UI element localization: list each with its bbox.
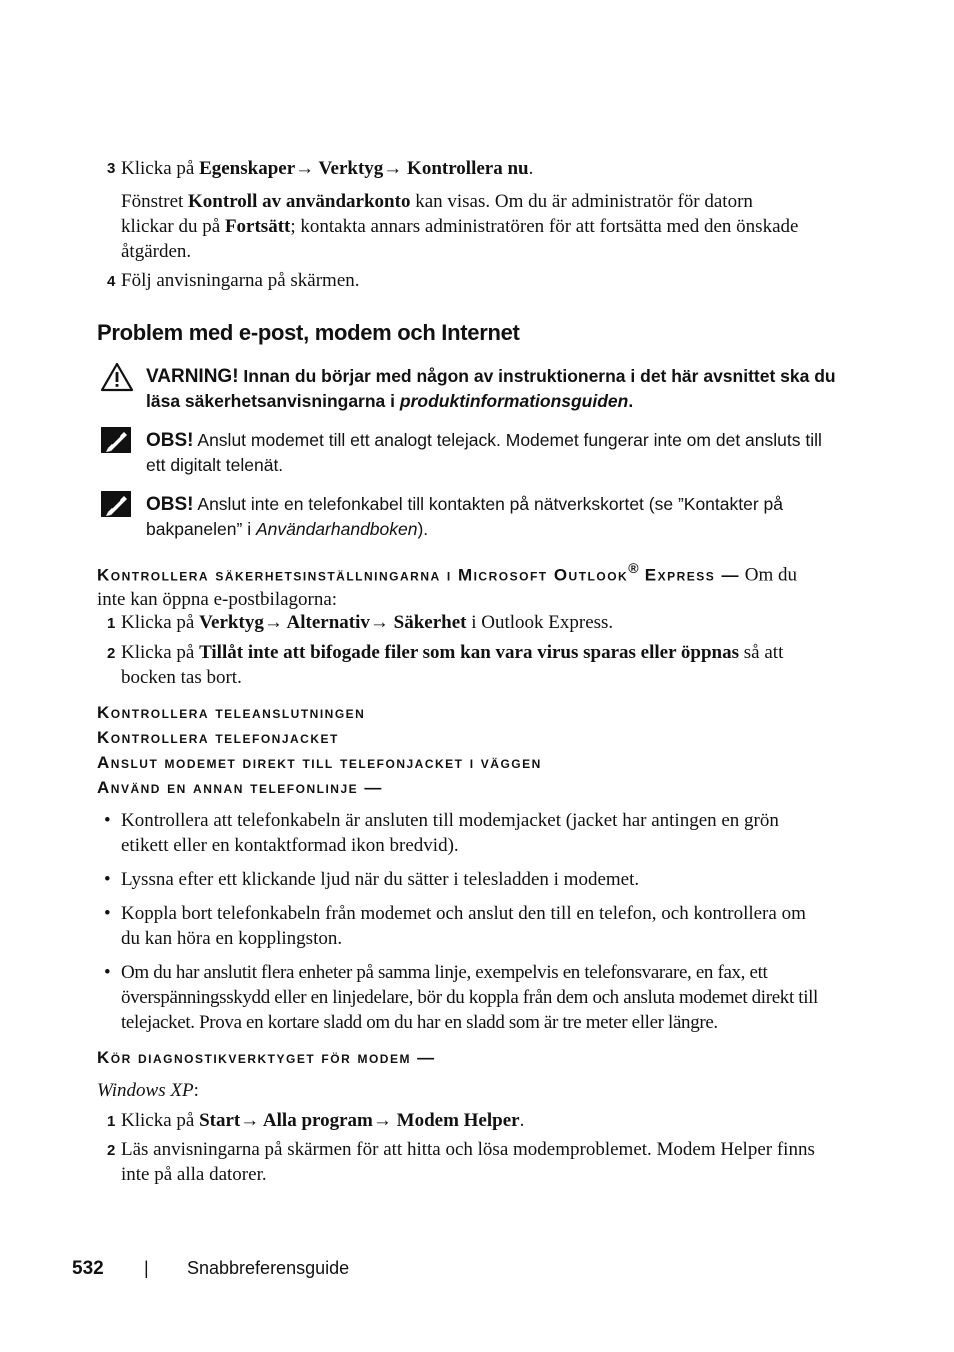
step-number: 1 <box>107 615 116 632</box>
menu-path: Verktyg→ Alternativ→ Säkerhet <box>199 612 467 633</box>
diag-heading: Kör diagnostikverktyget för modem — <box>97 1048 436 1067</box>
warning-label: VARNING! <box>146 366 239 387</box>
bullet-marker: • <box>104 903 111 924</box>
note-label: OBS! <box>146 430 194 451</box>
step-text: så att bocken tas bort. <box>121 642 784 688</box>
note-1 <box>146 428 836 478</box>
para-text: ; kontakta annars administratören för att fortsätta med den önskade åtgärden. <box>121 216 799 262</box>
paragraph-uac <box>121 189 801 264</box>
check-heading: Använd en annan telefonlinje — <box>97 778 383 797</box>
warning-text <box>146 364 836 414</box>
warning-body: Innan du börjar med någon av instruktionerna i det här avsnittet ska du läsa säkerhetsanvisningarna i <box>146 366 836 411</box>
diag-step-1 <box>121 1108 826 1133</box>
note-2 <box>146 492 836 542</box>
step-number: 2 <box>107 645 116 662</box>
diag-step-2 <box>121 1137 826 1187</box>
option-name: Tillåt inte att bifogade filer som kan vara virus sparas eller öppnas <box>199 642 740 663</box>
outlook-paragraph <box>97 556 827 612</box>
outlook-heading: Kontrollera säkerhetsinställningarna i Microsoft Outlook <box>97 565 629 585</box>
warning-end: . <box>628 391 634 411</box>
menu-path: Start→ Alla program→ Modem Helper <box>199 1110 520 1131</box>
bullet-marker: • <box>104 810 111 831</box>
note-italic: Användarhandboken <box>255 519 418 539</box>
step-number: 4 <box>107 273 116 290</box>
para-bold: Kontroll av användarkonto <box>188 191 411 212</box>
step-number: 3 <box>107 160 116 177</box>
para-text: kan visas. Om du är administratör för datorn klickar du på <box>121 191 753 237</box>
step-text: Klicka på <box>121 158 200 179</box>
step-text: Klicka på <box>121 612 200 633</box>
note-label: OBS! <box>146 494 194 515</box>
check-heading: Kontrollera telefonjacket <box>97 728 339 747</box>
outlook-step-2 <box>121 640 826 690</box>
page-number: 532 <box>72 1258 104 1279</box>
pencil-note-icon <box>100 490 132 518</box>
bullet-marker: • <box>104 962 111 983</box>
step-text: Läs anvisningarna på skärmen för att hitta och lösa modemproblemet. Modem Helper finns inte på alla datorer. <box>121 1139 815 1185</box>
step-3 <box>121 156 826 181</box>
check-heading: Anslut modemet direkt till telefonjacket i väggen <box>97 753 542 772</box>
pencil-note-icon <box>100 426 132 454</box>
menu-path: Egenskaper→ Verktyg→ Kontrollera nu <box>199 158 529 179</box>
step-4: Följ anvisningarna på skärmen. <box>121 270 360 291</box>
bullet-marker: • <box>104 869 111 890</box>
step-number: 1 <box>107 1113 116 1130</box>
footer-separator: | <box>144 1258 149 1278</box>
step-text: Klicka på <box>121 1110 200 1131</box>
registered-mark: ® <box>628 560 639 576</box>
check-heading: Kontrollera teleanslutningen <box>97 703 366 722</box>
step-text: . <box>519 1110 525 1131</box>
note-end: ). <box>417 519 429 539</box>
bullet-item: Lyssna efter ett klickande ljud när du sätter i telesladden i modemet. <box>121 869 640 890</box>
outlook-step-1 <box>121 610 826 635</box>
bullet-item: Kontrollera att telefonkabeln är ansluten till modemjacket (jacket har antingen en grön etikett eller en kontaktformad ikon bredvid). <box>121 810 779 856</box>
os-name: Windows XP <box>97 1080 194 1101</box>
step-text: . <box>528 158 534 179</box>
outlook-text: Om du inte kan öppna e-postbilagorna: <box>97 564 798 611</box>
step-number: 2 <box>107 1142 116 1159</box>
warning-triangle-icon <box>100 362 134 392</box>
bullet-item: Om du har anslutit flera enheter på samma linje, exempelvis en telefonsvarare, en fax, ett överspänningsskydd eller en linjedelare, bör du koppla från dem och ansluta modemet direkt till telejacket. Prova en kortare sladd om du har en sladd som är tre meter eller längre. <box>121 962 818 1033</box>
step-text: i Outlook Express. <box>466 612 614 633</box>
warning-italic: produktinformationsguiden <box>399 391 629 411</box>
note-body: Anslut modemet till ett analogt telejack. Modemet fungerar inte om det ansluts till ett digitalt telenät. <box>146 430 822 475</box>
footer-title: Snabbreferensguide <box>187 1258 350 1278</box>
section-heading: Problem med e-post, modem och Internet <box>97 320 520 345</box>
bullet-item: Koppla bort telefonkabeln från modemet och anslut den till en telefon, och kontrollera om du kan höra en kopplingston. <box>121 903 806 949</box>
para-text: Fönstret <box>121 191 189 212</box>
os-label <box>97 1078 199 1103</box>
note-body: Anslut inte en telefonkabel till kontakten på nätverkskortet (se ”Kontakter på bakpanelen” i <box>146 494 784 539</box>
step-text: Klicka på <box>121 642 200 663</box>
para-bold: Fortsätt <box>224 216 291 237</box>
outlook-heading-2: Express — <box>638 565 741 585</box>
os-colon: : <box>193 1080 199 1101</box>
